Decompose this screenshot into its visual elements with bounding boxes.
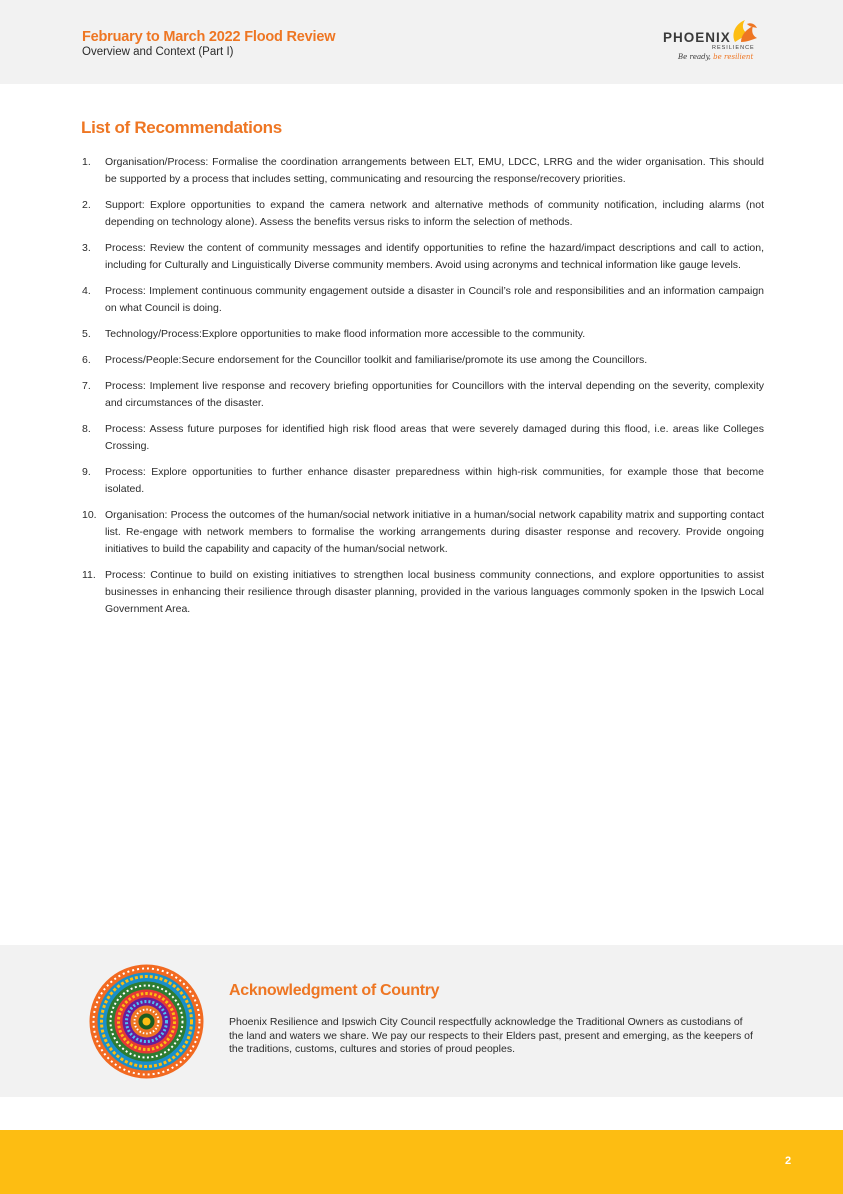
list-item [82,352,764,369]
list-item [82,154,764,188]
list-item-number: 5. [82,328,91,340]
phoenix-flame-icon [729,18,759,46]
page-footer [0,1130,843,1194]
list-item-number: 3. [82,242,91,254]
recommendations-list [82,154,764,627]
logo-tagline [678,53,753,61]
list-item-text: Support: Explore opportunities to expand the camera network and alternative methods of community notification, including alarms (not depending on technology alone). Assess the benefits versus risks to inform the selection of methods. [105,199,764,229]
acknowledgment-panel [0,945,843,1097]
list-item [82,240,764,274]
list-item-number: 8. [82,422,91,435]
list-item-text: Process: Implement continuous community engagement outside a disaster in Council’s role and responsibilities and an information campaign on what Council is doing. [105,285,764,315]
list-item-number: 4. [82,285,91,297]
acknowledgment-title: Acknowledgment of Country [229,982,440,999]
list-item-text: Process: Review the content of community messages and identify opportunities to refine the hazard/impact descriptions and call to action, including for Culturally and Linguistically Diverse community members. Avoid using acronyms and technical information like gauge levels. [105,242,764,272]
list-item-text: Process/People:Secure endorsement for the Councillor toolkit and familiarise/promote its use among the Councillors. [105,353,648,366]
list-item [82,326,764,343]
list-item-number: 1. [82,156,91,168]
aboriginal-dot-art-mandala-icon [89,964,204,1079]
list-item-number: 11. [82,568,96,581]
list-item [82,507,764,559]
logo-subtext: RESILIENCE [712,45,755,51]
list-item-text: Process: Implement live response and recovery briefing opportunities for Councillors with the interval depending on the severity, complexity and circumstances of the disaster. [105,379,764,409]
list-item-number: 9. [82,465,91,478]
list-item [82,421,764,455]
list-item [82,567,764,619]
phoenix-resilience-logo [660,18,760,64]
list-item-number: 2. [82,199,91,211]
list-item-text: Process: Continue to build on existing initiatives to strengthen local business community connections, and explore opportunities to assist businesses in enhancing their resilience through disaster planning, provided in the various languages commonly spoken in the Ipswich Local Government Area. [105,568,764,616]
list-item-number: 6. [82,353,91,366]
acknowledgment-text: Phoenix Resilience and Ipswich City Council respectfully acknowledge the Traditional Owners as custodians of the land and waters we share. We pay our respects to their Elders past, present and emerging, as the keepers of the traditions, customs, cultures and stories of proud peoples. [229,1016,753,1055]
document-subtitle: Overview and Context (Part I) [82,46,234,58]
logo-tagline-main: Be ready, [678,53,711,61]
list-item [82,464,764,498]
list-item-number: 10. [82,508,97,521]
section-title: List of Recommendations [81,118,282,137]
page-header [0,0,843,84]
list-item-number: 7. [82,379,91,392]
list-item-text: Process: Assess future purposes for identified high risk flood areas that were severely damaged during this flood, i.e. areas like Colleges Crossing. [105,422,764,452]
list-item [82,283,764,317]
list-item [82,378,764,412]
logo-tagline-accent: be resilient [713,53,754,61]
logo-wordmark: PHOENIX [663,30,731,45]
page-number: 2 [785,1155,792,1167]
list-item-text: Organisation: Process the outcomes of the human/social network initiative in a human/social network capability matrix and supporting contact list. Re-engage with network members to formalise the working arrangements during disaster response and recovery. Provide ongoing initiatives to build the capability and capacity of the human/social network. [105,508,764,555]
list-item [82,197,764,231]
document-title: February to March 2022 Flood Review [82,29,336,45]
list-item-text: Technology/Process:Explore opportunities to make flood information more accessible to the community. [105,328,586,340]
list-item-text: Process: Explore opportunities to further enhance disaster preparedness within high-risk communities, for example those that become isolated. [105,465,764,495]
list-item-text: Organisation/Process: Formalise the coordination arrangements between ELT, EMU, LDCC, LRRG and the wider organisation. This should be supported by a process that includes setting, communicating and resourcing the response/recovery priorities. [105,156,764,186]
